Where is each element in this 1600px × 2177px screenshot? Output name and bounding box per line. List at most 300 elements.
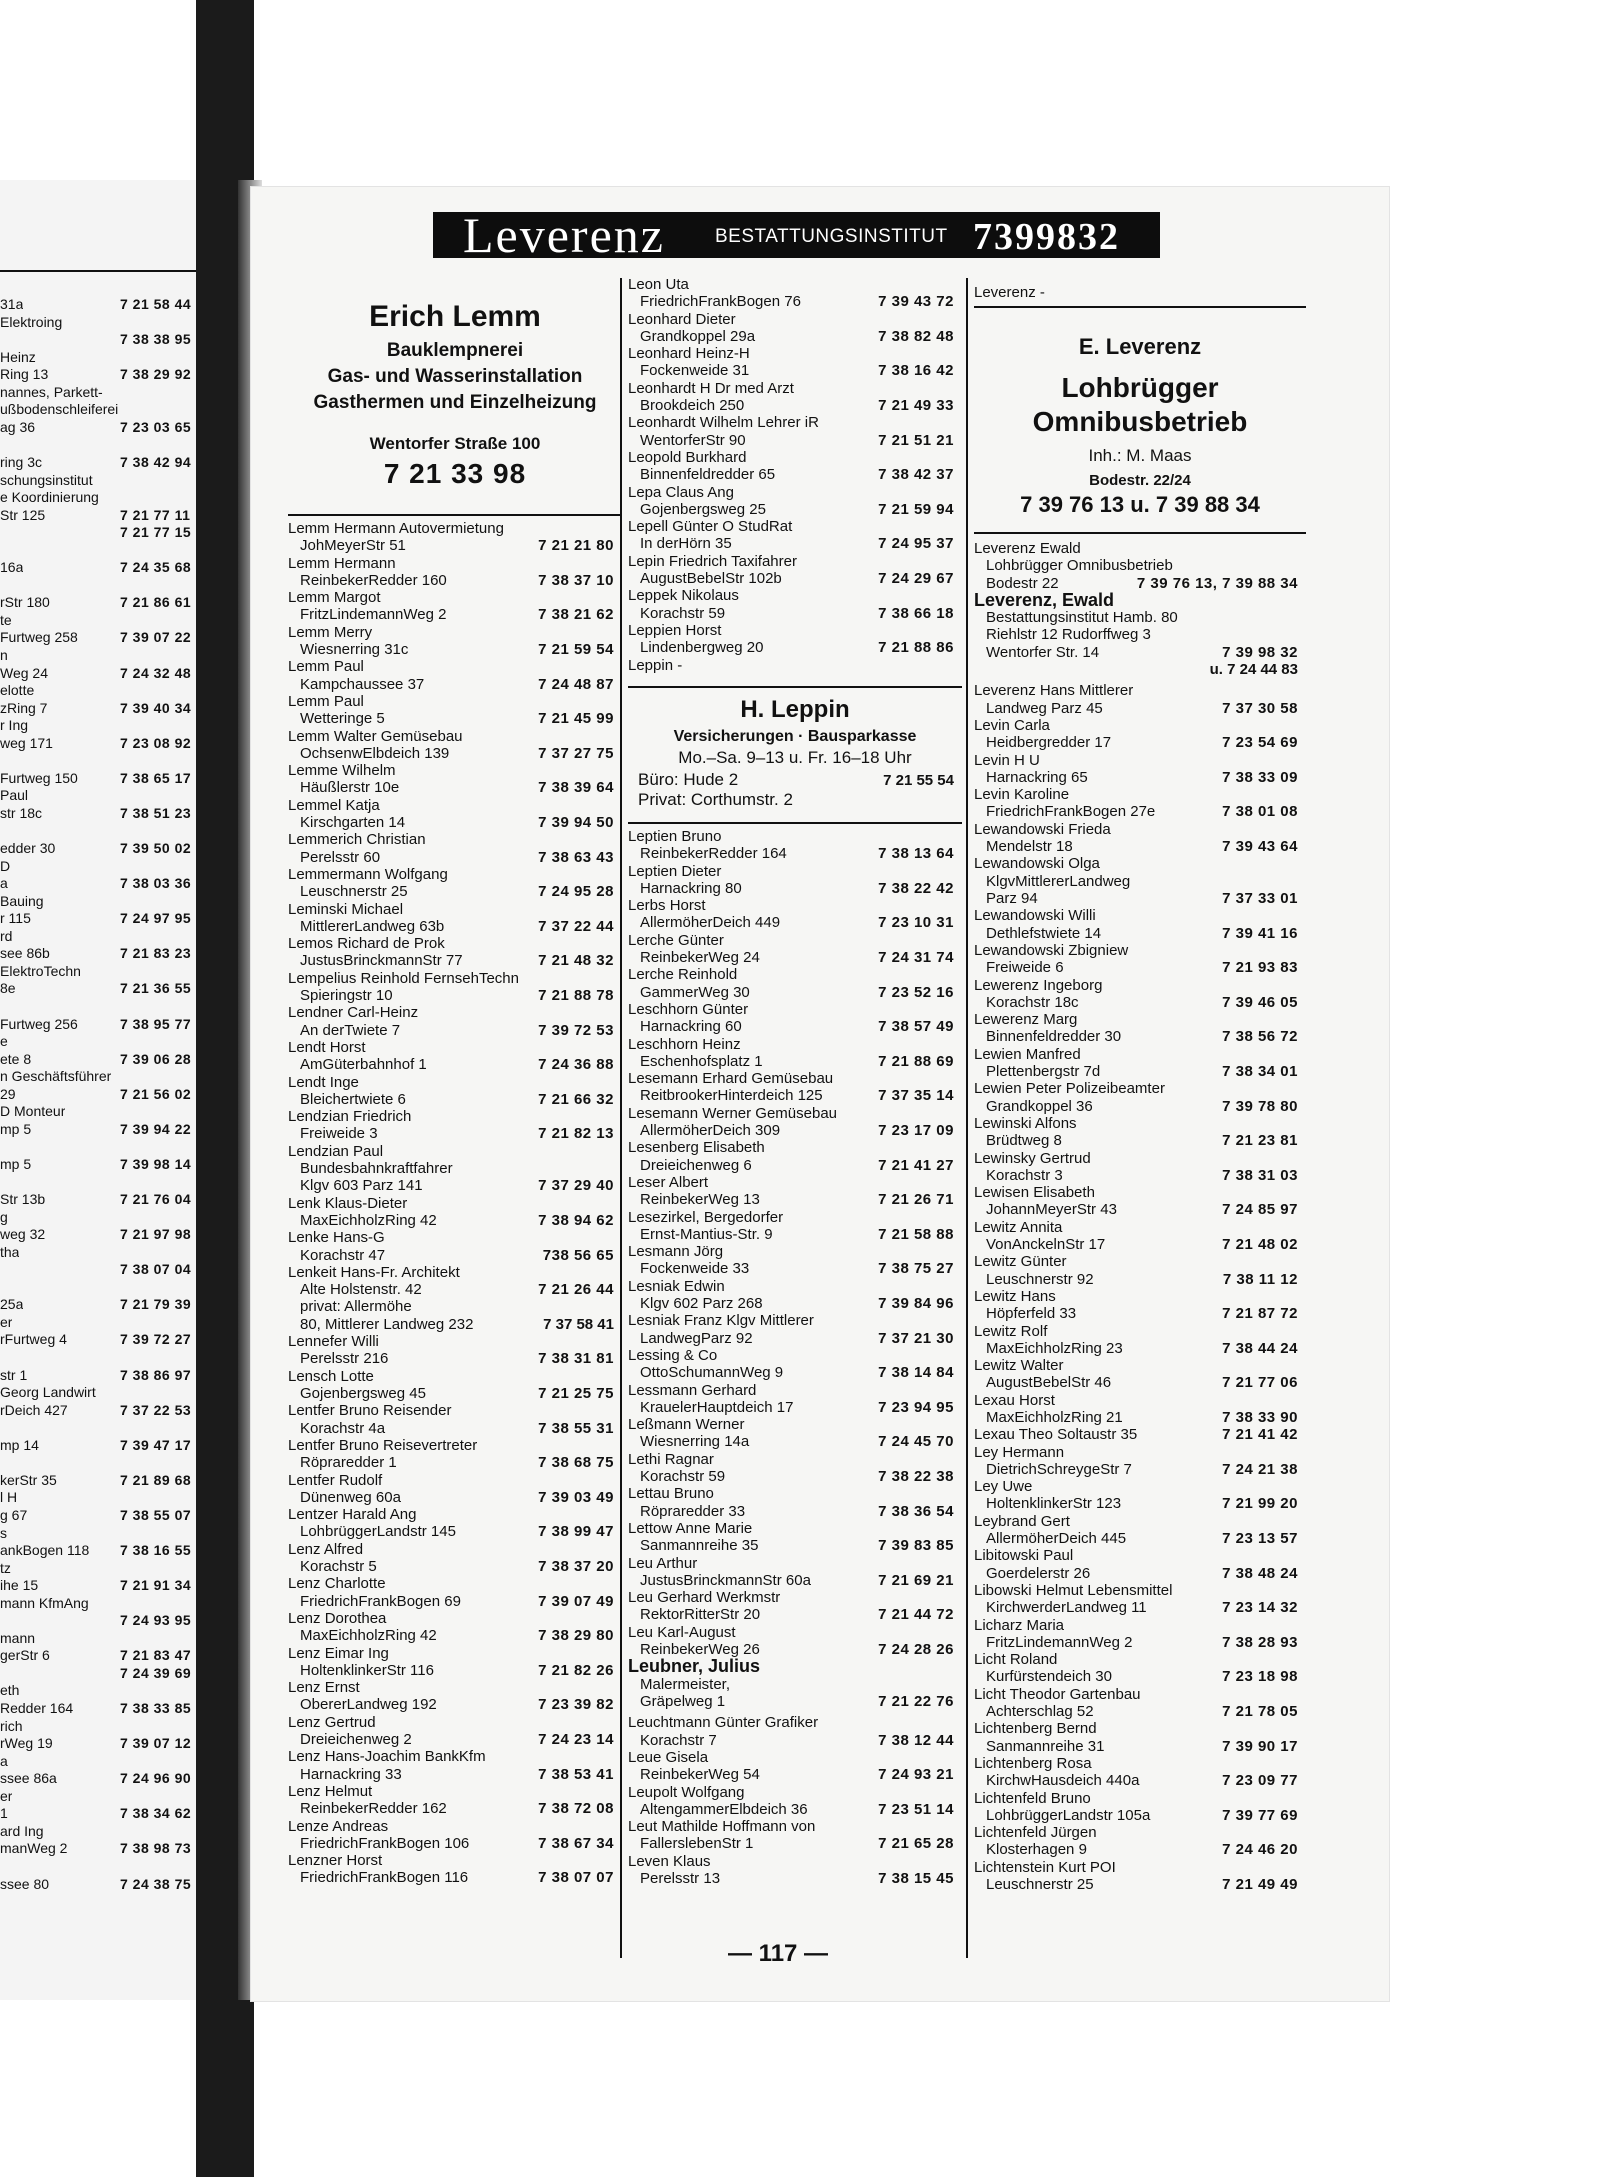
entry-phone: 7 23 13 57	[1222, 1530, 1298, 1548]
left-entry-name: a	[0, 1752, 8, 1769]
left-page-entry	[0, 1244, 210, 1261]
entry-phone: 7 21 41 27	[878, 1156, 954, 1174]
entry-phone: 7 38 75 27	[878, 1260, 954, 1278]
entry-phone: 7 38 21 62	[538, 606, 614, 624]
entry-name: Leptien Dieter	[628, 862, 722, 880]
entry-name: Lichtenfeld Bruno	[974, 1789, 1091, 1807]
entry-address: JohannMeyerStr 43	[986, 1201, 1117, 1219]
entry-address: ReinbekerWeg 54	[640, 1766, 760, 1784]
entry-address: Wentorfer Str. 14	[986, 643, 1100, 661]
left-page-entry	[0, 647, 210, 664]
entry-address: ReinbekerRedder 162	[300, 1800, 447, 1818]
entry-phone: 7 38 57 49	[878, 1018, 954, 1036]
entry-address: Fockenweide 33	[640, 1260, 750, 1278]
left-page-entry	[0, 998, 210, 1015]
directory-entry	[628, 1589, 962, 1624]
entry-phone: 7 24 48 87	[538, 675, 614, 693]
left-page-entry	[0, 331, 210, 348]
left-page-entry	[0, 1454, 210, 1471]
entry-name: Lesniak Franz Klgv Mittlerer	[628, 1312, 814, 1330]
left-entry-name: D	[0, 857, 11, 874]
entry-address: Kampchaussee 37	[300, 675, 425, 693]
directory-entry	[974, 1617, 1306, 1652]
entry-address: Häußlerstr 10e	[300, 779, 400, 797]
directory-entry	[974, 1444, 1306, 1479]
left-page-entry	[0, 1840, 210, 1857]
directory-entry	[974, 942, 1306, 977]
entry-name: Lenz Hans-Joachim BankKfm	[288, 1748, 486, 1766]
left-entry-name: weg 171	[0, 734, 53, 751]
entry-name: Lesezirkel, Bergedorfer	[628, 1208, 784, 1226]
left-entry-phone: 7 38 51 23	[120, 804, 192, 821]
directory-entry	[974, 540, 1306, 592]
left-entry-name: rWeg 19	[0, 1735, 53, 1752]
left-entry-name: 8e	[0, 980, 16, 997]
entry-address: Kirschgarten 14	[300, 814, 406, 832]
entry-phone: 7 38 16 42	[878, 362, 954, 380]
ad-leverenz	[974, 312, 1306, 532]
banner-subtitle: BESTATTUNGSINSTITUT	[715, 226, 948, 247]
entry-phone: 7 38 68 75	[538, 1454, 614, 1472]
entry-name: Lenzner Horst	[288, 1852, 383, 1870]
entry-phone: 7 39 83 85	[878, 1537, 954, 1555]
entry-address: KrauelerHauptdeich 17	[640, 1398, 794, 1416]
entry-address: privat: Allermöhe	[300, 1298, 412, 1316]
left-page-entry	[0, 682, 210, 699]
ad-lemm-line2: Gas- und Wasserinstallation	[327, 366, 583, 387]
entry-phone: 7 24 31 74	[878, 949, 954, 967]
directory-entry	[288, 1039, 622, 1074]
entry-phone: 7 21 49 33	[878, 397, 954, 415]
left-page-entry	[0, 1209, 210, 1226]
left-page-entry	[0, 893, 210, 910]
entry-name: Leupolt Wolfgang	[628, 1783, 745, 1801]
left-page-entry	[0, 1753, 210, 1770]
left-page-entry	[0, 928, 210, 945]
left-page-entry	[0, 1700, 210, 1717]
left-entry-name: er	[0, 1787, 13, 1804]
left-entry-phone: 7 39 50 02	[120, 840, 192, 857]
entry-phone: 7 39 07 49	[538, 1592, 614, 1610]
entry-address: AllermöherDeich 449	[640, 914, 781, 932]
entry-name: Lesmann Jörg	[628, 1243, 724, 1261]
directory-entry	[628, 1853, 962, 1888]
entry-address: Fockenweide 31	[640, 362, 750, 380]
entry-address: ObererLandweg 192	[300, 1696, 437, 1714]
left-entry-name: mann	[0, 1629, 36, 1646]
left-entry-phone: 7 38 55 07	[120, 1506, 192, 1523]
entry-address: KlgvMittlererLandweg	[986, 872, 1131, 890]
entry-address: Korachstr 3	[986, 1166, 1063, 1184]
left-page-entry	[0, 1805, 210, 1822]
entry-address: ReinbekerWeg 24	[640, 949, 760, 967]
directory-entry	[628, 966, 962, 1001]
directory-entry	[288, 831, 622, 866]
entry-address: AltengammerElbdeich 36	[640, 1800, 808, 1818]
entry-name: Lensch Lotte	[288, 1367, 374, 1385]
entry-address: Freiweide 3	[300, 1125, 378, 1143]
directory-entry	[974, 1547, 1306, 1582]
entry-name: Licht Roland	[974, 1651, 1058, 1669]
left-entry-phone: 7 21 91 34	[120, 1577, 192, 1594]
directory-entry	[288, 1264, 622, 1333]
directory-entry	[288, 1610, 622, 1645]
entry-name: Lichtenberg Bernd	[974, 1720, 1097, 1738]
left-entry-phone: 7 24 32 48	[120, 664, 192, 681]
entry-name: Leonhardt H Dr med Arzt	[628, 379, 794, 397]
entry-name: Lennefer Willi	[288, 1333, 379, 1351]
directory-entry	[974, 752, 1306, 787]
left-entry-phone: 7 39 47 17	[120, 1436, 192, 1453]
left-page-entry	[0, 770, 210, 787]
directory-entry	[288, 728, 622, 763]
entry-name: Leppin -	[628, 656, 683, 674]
left-entry-phone: 7 38 42 94	[120, 453, 192, 470]
entry-phone: 7 24 36 88	[538, 1056, 614, 1074]
directory-entry	[628, 276, 962, 311]
entry-address: In derHörn 35	[640, 535, 732, 553]
ad-leppin-rule-top	[628, 686, 962, 688]
entry-address: JohMeyerStr 51	[300, 537, 406, 555]
directory-entry	[628, 1139, 962, 1174]
directory-entry	[628, 1174, 962, 1209]
entry-phone: 7 21 59 94	[878, 500, 954, 518]
entry-name: Leven Klaus	[628, 1852, 711, 1870]
directory-entry	[974, 855, 1306, 907]
left-page-entry	[0, 1033, 210, 1050]
directory-entry	[628, 1105, 962, 1140]
entry-address: FriedrichFrankBogen 116	[300, 1869, 469, 1887]
left-page-entry	[0, 1279, 210, 1296]
left-page-entry	[0, 612, 210, 629]
entry-phone: 7 21 65 28	[878, 1835, 954, 1853]
entry-address: Bestattungsinstitut Hamb. 80	[986, 609, 1178, 627]
directory-entry	[288, 1368, 622, 1403]
directory-entry	[974, 1651, 1306, 1686]
left-page-entry	[0, 1718, 210, 1735]
left-entry-name: ard Ing	[0, 1822, 44, 1839]
left-entry-name: weg 32	[0, 1226, 46, 1243]
entry-name: Lettow Anne Marie	[628, 1520, 753, 1537]
entry-address: Grandkoppel 36	[986, 1097, 1093, 1115]
entry-address: Korachstr 5	[300, 1557, 377, 1575]
left-entry-name: gerStr 6	[0, 1647, 50, 1664]
left-entry-name: e	[0, 1033, 8, 1050]
directory-entry	[628, 897, 962, 932]
entry-phone: 7 39 72 53	[538, 1021, 614, 1039]
directory-entry	[974, 717, 1306, 752]
entry-phone: 7 23 14 32	[1222, 1599, 1298, 1617]
entry-name: Lenz Dorothea	[288, 1609, 387, 1627]
entry-address: Perelsstr 13	[640, 1869, 721, 1887]
left-page-entry	[0, 1191, 210, 1208]
entry-name: Leschhorn Heinz	[628, 1035, 741, 1053]
entry-phone: 7 21 66 32	[538, 1090, 614, 1108]
left-entry-name: manWeg 2	[0, 1840, 68, 1857]
entry-name: Leser Albert	[628, 1174, 709, 1191]
entry-phone: 7 21 88 86	[878, 639, 954, 657]
directory-entry	[974, 682, 1306, 717]
left-entry-name: r 115	[0, 910, 31, 927]
entry-name: Lenke Hans-G	[288, 1229, 385, 1247]
banner-ad	[433, 207, 1160, 263]
ad-leverenz-header: Leverenz -	[974, 284, 1045, 301]
ad-leppin-office-phone: 7 21 55 54	[883, 772, 954, 789]
directory-entry	[628, 1555, 962, 1590]
left-page-entry	[0, 1525, 210, 1542]
directory-entry	[628, 484, 962, 519]
entry-name: Lewandowski Frieda	[974, 820, 1111, 838]
entry-phone: 7 38 53 41	[538, 1765, 614, 1783]
entry-address: Sanmannreihe 31	[986, 1737, 1105, 1755]
directory-entry	[974, 1824, 1306, 1859]
left-page-entry	[0, 823, 210, 840]
left-entry-phone: 7 38 33 85	[120, 1700, 192, 1716]
left-entry-name: mp 14	[0, 1436, 39, 1453]
entry-address: Dreieichenweg 6	[640, 1156, 752, 1174]
left-page-entry	[0, 454, 210, 471]
left-entry-phone: 7 21 56 02	[120, 1085, 192, 1102]
entry-phone: 7 39 43 64	[1222, 838, 1298, 856]
entry-phone: 7 38 37 10	[538, 571, 614, 589]
left-page-entry	[0, 559, 210, 576]
left-page-entry	[0, 1138, 210, 1155]
directory-entry	[974, 977, 1306, 1012]
entry-phone: 7 21 51 21	[878, 431, 954, 449]
left-page-entry	[0, 805, 210, 822]
entry-address: Ernst-Mantius-Str. 9	[640, 1225, 773, 1243]
entry-phone: 7 24 85 97	[1222, 1201, 1298, 1219]
ad-leppin-line2: Mo.–Sa. 9–13 u. Fr. 16–18 Uhr	[678, 748, 912, 767]
left-entry-name: elotte	[0, 682, 35, 699]
entry-name: Lewandowski Zbigniew	[974, 941, 1129, 959]
left-entry-name: ag 36	[0, 418, 36, 435]
entry-address: Landweg Parz 45	[986, 699, 1103, 717]
directory-entry	[288, 762, 622, 797]
directory-entry	[628, 1749, 962, 1784]
directory-entry	[288, 1004, 622, 1039]
directory-entry	[288, 658, 622, 693]
entry-address: ReinbekerWeg 13	[640, 1191, 760, 1209]
ad-leverenz-rule-bottom	[974, 532, 1306, 534]
left-entry-phone: 7 39 98 14	[120, 1155, 192, 1172]
directory-entry	[288, 1852, 622, 1887]
left-entry-name: ihe 15	[0, 1577, 39, 1594]
left-page-entry	[0, 945, 210, 962]
entry-phone: 7 38 14 84	[878, 1364, 954, 1382]
entry-address: Röpraredder 1	[300, 1454, 397, 1472]
directory-entry	[288, 520, 622, 555]
entry-name: Lewerenz Marg	[974, 1011, 1078, 1029]
entry-name: Lemmerich Christian	[288, 831, 426, 849]
entry-name: Lepa Claus Ang	[628, 483, 734, 501]
entry-phone: 7 37 27 75	[538, 744, 614, 762]
directory-entry	[288, 1783, 622, 1818]
entry-phone: 7 39 03 49	[538, 1488, 614, 1506]
entry-phone: 7 39 43 72	[878, 293, 954, 311]
directory-entry	[974, 1253, 1306, 1288]
left-entry-phone: 7 39 72 27	[120, 1331, 192, 1348]
entry-name: Lewisen Elisabeth	[974, 1184, 1095, 1202]
entry-name: Lerbs Horst	[628, 897, 706, 915]
entry-address: FallerslebenStr 1	[640, 1835, 754, 1853]
entry-phone: 7 23 10 31	[878, 914, 954, 932]
left-page-entry	[0, 1858, 210, 1875]
entry-phone: 7 21 58 88	[878, 1225, 954, 1243]
left-page-entry	[0, 472, 210, 489]
directory-entry	[288, 1333, 622, 1368]
entry-phone: 7 21 22 76	[878, 1692, 954, 1710]
directory-entry	[628, 414, 962, 449]
entry-address: Brookdeich 250	[640, 397, 745, 415]
entry-name: Ley Hermann	[974, 1443, 1065, 1461]
left-page-entry	[0, 1612, 210, 1629]
entry-address: Spieringstr 10	[300, 987, 393, 1005]
entry-address: ReinbekerWeg 26	[640, 1641, 760, 1659]
entry-address: MaxEichholzRing 21	[986, 1408, 1123, 1426]
ad-leverenz-address: Bodestr. 22/24	[1089, 472, 1191, 489]
left-page-entry	[0, 524, 210, 541]
directory-entry	[288, 1748, 622, 1783]
entry-name: Lettau Bruno	[628, 1485, 714, 1503]
directory-entry	[628, 518, 962, 553]
left-entry-phone: 7 38 16 55	[120, 1542, 192, 1559]
directory-entry	[974, 1184, 1306, 1219]
entry-address: AugustBebelStr 102b	[640, 570, 782, 588]
left-page-entry	[0, 1472, 210, 1489]
entry-name: Lendner Carl-Heinz	[288, 1004, 419, 1022]
entry-name: Licht Theodor Gartenbau	[974, 1685, 1141, 1703]
left-page-entry	[0, 1226, 210, 1243]
directory-entry	[288, 970, 622, 1005]
entry-name: Lempelius Reinhold FernsehTechn	[288, 969, 519, 987]
ad-leverenz-rule-top	[974, 306, 1306, 308]
left-page	[0, 180, 218, 2000]
entry-phone: 7 37 29 40	[538, 1177, 614, 1195]
ad-leppin-rule-bottom	[628, 822, 962, 824]
entry-address: MittlererLandweg 63b	[300, 917, 445, 935]
directory-entry	[974, 1080, 1306, 1115]
entry-address: FriedrichFrankBogen 76	[640, 293, 801, 311]
entry-phone: 7 21 41 42	[1222, 1426, 1298, 1444]
directory-entry	[628, 1416, 962, 1451]
entry-phone: 7 21 23 81	[1222, 1132, 1298, 1150]
entry-address: HoltenklinkerStr 123	[986, 1495, 1122, 1513]
left-page-entry	[0, 507, 210, 524]
entry-address: Kurfürstendeich 30	[986, 1668, 1112, 1686]
entry-phone: 7 21 99 20	[1222, 1495, 1298, 1513]
left-page-entry	[0, 1068, 210, 1085]
entry-address: KirchwHausdeich 440a	[986, 1772, 1140, 1790]
entry-name: Lenz Helmut	[288, 1782, 373, 1800]
left-page-entry	[0, 1419, 210, 1436]
directory-entry	[288, 624, 622, 659]
left-page-entry	[0, 1507, 210, 1524]
left-entry-phone: 7 21 89 68	[120, 1471, 192, 1488]
left-page-rule	[0, 270, 210, 272]
entry-phone: 7 38 66 18	[878, 604, 954, 622]
entry-name: Leuchtmann Günter Grafiker	[628, 1714, 819, 1732]
entry-address: OttoSchumannWeg 9	[640, 1364, 784, 1382]
left-page-entry	[0, 787, 210, 804]
directory-entry	[628, 553, 962, 588]
entry-phone: 7 38 28 93	[1222, 1633, 1298, 1651]
entry-name: Lewandowski Willi	[974, 907, 1096, 925]
directory-entry	[628, 1451, 962, 1486]
page-number: — 117 —	[728, 1940, 829, 1967]
entry-address: An derTwiete 7	[300, 1021, 401, 1039]
entry-phone: 7 38 31 81	[538, 1350, 614, 1368]
left-page-entry	[0, 1876, 210, 1893]
directory-entry	[628, 863, 962, 898]
entry-address: Korachstr 59	[640, 604, 726, 622]
left-entry-phone: 7 38 65 17	[120, 769, 192, 786]
left-entry-name: edder 30	[0, 840, 56, 857]
entry-phone: 7 23 54 69	[1222, 734, 1298, 752]
ad-leppin-line1: Versicherungen · Bausparkasse	[673, 728, 917, 745]
entry-name: Lessmann Gerhard	[628, 1381, 757, 1399]
entry-name: Leu Gerhard Werkmstr	[628, 1589, 781, 1607]
entry-address: Freiweide 6	[986, 959, 1064, 977]
directory-entry	[288, 1402, 622, 1437]
entry-phone: 7 21 26 71	[878, 1191, 954, 1209]
entry-phone: 7 39 98 32	[1222, 643, 1298, 661]
entry-name: Lenz Alfred	[288, 1540, 364, 1558]
entry-address: Wetteringe 5	[300, 710, 385, 728]
entry-name: Lewinski Alfons	[974, 1114, 1077, 1132]
directory-entry	[974, 786, 1306, 821]
left-entry-name: Furtweg 150	[0, 769, 78, 786]
entry-name: Leut Mathilde Hoffmann von	[628, 1818, 816, 1836]
left-entry-name: rStr 180	[0, 594, 50, 611]
left-entry-name: tha	[0, 1243, 20, 1260]
entry-name: Lenz Eimar Ing	[288, 1644, 389, 1662]
entry-name: Libowski Helmut Lebensmittel	[974, 1582, 1173, 1599]
entry-address: Lindenbergweg 20	[640, 639, 764, 657]
left-page-entry	[0, 717, 210, 734]
entry-address: FritzLindemannWeg 2	[986, 1633, 1133, 1651]
entry-address: Binnenfeldredder 65	[640, 466, 776, 484]
directory-entry	[288, 1818, 622, 1853]
entry-phone: 7 38 33 09	[1222, 768, 1298, 786]
entry-phone: 7 38 22 38	[878, 1468, 954, 1486]
entry-phone: 7 38 37 20	[538, 1557, 614, 1575]
directory-entry	[628, 1347, 962, 1382]
left-page-entry	[0, 1051, 210, 1068]
entry-phone: 7 39 46 05	[1222, 993, 1298, 1011]
entry-name: Lesniak Edwin	[628, 1277, 725, 1295]
entry-phone: 7 38 36 54	[878, 1502, 954, 1520]
entry-phone: 7 38 82 48	[878, 327, 954, 345]
left-entry-phone: 7 38 95 77	[120, 1015, 192, 1032]
left-page-entry	[0, 1314, 210, 1331]
directory-entry	[628, 828, 962, 863]
entry-address: LohbrüggerLandstr 105a	[986, 1806, 1151, 1824]
entry-address: Wiesnerring 14a	[640, 1433, 750, 1451]
left-page-entry	[0, 1296, 210, 1313]
directory-entry	[974, 589, 1306, 679]
entry-name: Lessing & Co	[628, 1347, 718, 1364]
entry-phone: 7 38 63 43	[538, 848, 614, 866]
directory-entry	[974, 1288, 1306, 1323]
entry-phone: 7 21 88 69	[878, 1052, 954, 1070]
left-page-entry	[0, 1331, 210, 1348]
entry-name: Lemm Walter Gemüsebau	[288, 727, 463, 745]
entry-name: Lethi Ragnar	[628, 1450, 714, 1468]
left-entry-phone: 7 37 22 53	[120, 1401, 192, 1418]
left-page-entry	[0, 314, 210, 331]
left-entry-phone: 7 21 77 11	[120, 506, 191, 523]
